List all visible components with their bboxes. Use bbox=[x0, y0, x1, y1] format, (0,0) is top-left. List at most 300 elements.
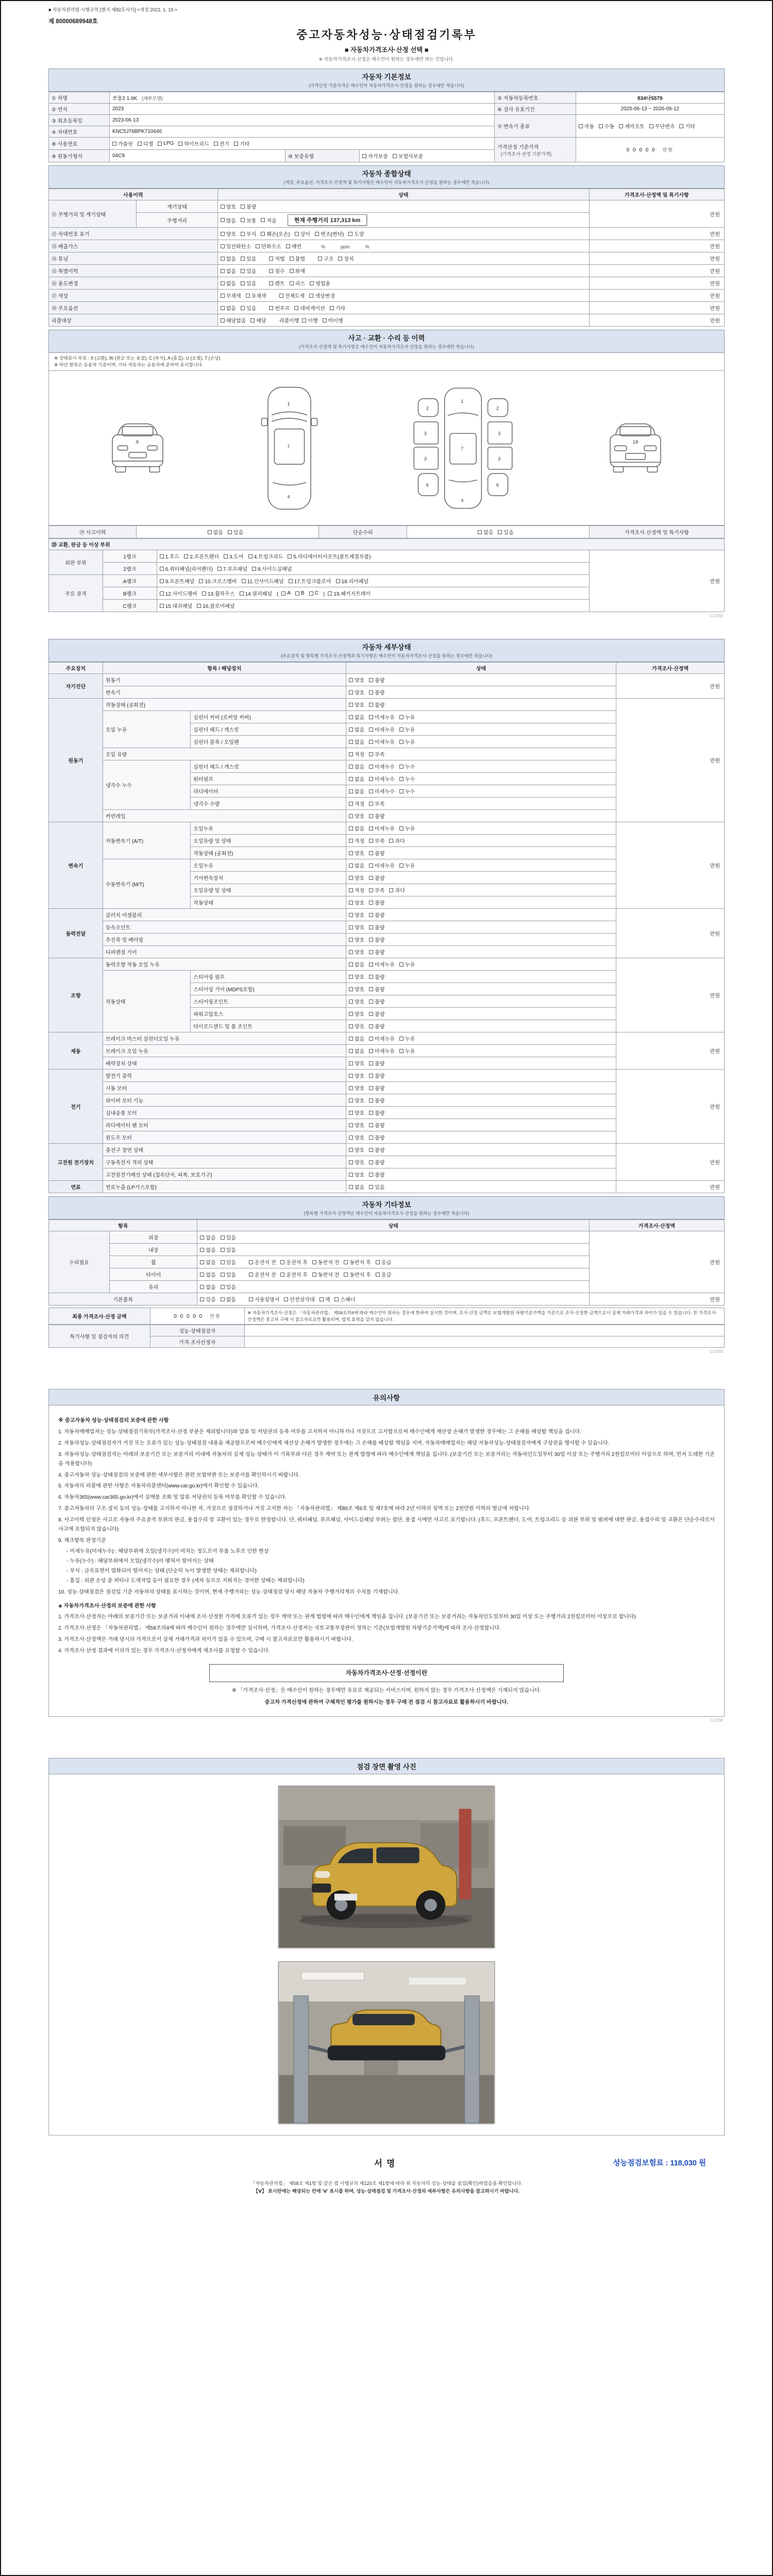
checkbox-option[interactable] bbox=[269, 279, 284, 287]
checkbox-icon[interactable] bbox=[302, 318, 306, 323]
checkbox-option[interactable] bbox=[349, 1183, 364, 1191]
checkbox-icon[interactable] bbox=[221, 1273, 225, 1277]
checkbox-icon[interactable] bbox=[349, 1074, 353, 1078]
checkbox-option[interactable] bbox=[240, 589, 273, 597]
checkbox-option[interactable] bbox=[241, 230, 256, 238]
checkbox-option[interactable] bbox=[349, 923, 364, 931]
checkbox-option[interactable] bbox=[389, 886, 405, 894]
checkbox-option[interactable] bbox=[328, 589, 371, 597]
checkbox-icon[interactable] bbox=[208, 530, 212, 534]
checkbox-option[interactable] bbox=[349, 1084, 364, 1092]
checkbox-option[interactable] bbox=[249, 1258, 276, 1266]
checkbox-option[interactable] bbox=[399, 1047, 415, 1055]
checkbox-option[interactable] bbox=[349, 861, 364, 869]
checkbox-icon[interactable] bbox=[369, 913, 373, 917]
checkbox-option[interactable] bbox=[369, 775, 395, 783]
checkbox-icon[interactable] bbox=[369, 863, 373, 868]
checkbox-option[interactable] bbox=[376, 1258, 391, 1266]
checkbox-icon[interactable] bbox=[221, 281, 225, 285]
checkbox-option[interactable] bbox=[234, 140, 249, 147]
checkbox-option[interactable] bbox=[112, 140, 133, 147]
checkbox-icon[interactable] bbox=[252, 567, 256, 571]
checkbox-icon[interactable] bbox=[369, 1086, 373, 1090]
checkbox-option[interactable] bbox=[369, 1133, 384, 1141]
checkbox-option[interactable] bbox=[349, 762, 364, 770]
checkbox-option[interactable] bbox=[349, 812, 364, 820]
checkbox-icon[interactable] bbox=[269, 269, 273, 273]
checkbox-icon[interactable] bbox=[369, 1136, 373, 1140]
checkbox-icon[interactable] bbox=[315, 232, 319, 236]
checkbox-option[interactable] bbox=[349, 1109, 364, 1116]
checkbox-option[interactable] bbox=[312, 1258, 339, 1266]
checkbox-option[interactable] bbox=[679, 122, 695, 130]
checkbox-icon[interactable] bbox=[160, 554, 164, 558]
checkbox-icon[interactable] bbox=[217, 567, 222, 571]
checkbox-icon[interactable] bbox=[498, 530, 502, 534]
checkbox-icon[interactable] bbox=[369, 839, 373, 843]
checkbox-option[interactable] bbox=[241, 267, 256, 275]
checkbox-option[interactable] bbox=[349, 911, 364, 919]
checkbox-option[interactable] bbox=[369, 762, 395, 770]
checkbox-icon[interactable] bbox=[312, 1273, 316, 1277]
checkbox-icon[interactable] bbox=[649, 124, 653, 128]
checkbox-icon[interactable] bbox=[362, 154, 366, 158]
checkbox-icon[interactable] bbox=[679, 124, 683, 128]
checkbox-option[interactable] bbox=[290, 279, 305, 287]
checkbox-icon[interactable] bbox=[160, 567, 164, 571]
checkbox-icon[interactable] bbox=[312, 1260, 316, 1264]
checkbox-icon[interactable] bbox=[399, 740, 404, 744]
checkbox-icon[interactable] bbox=[310, 281, 314, 285]
checkbox-icon[interactable] bbox=[399, 727, 404, 732]
checkbox-icon[interactable] bbox=[241, 218, 245, 222]
checkbox-icon[interactable] bbox=[224, 554, 228, 558]
checkbox-icon[interactable] bbox=[338, 257, 342, 261]
checkbox-option[interactable] bbox=[294, 304, 325, 312]
checkbox-icon[interactable] bbox=[369, 789, 373, 793]
checkbox-option[interactable] bbox=[295, 230, 310, 238]
checkbox-option[interactable] bbox=[290, 267, 305, 275]
checkbox-icon[interactable] bbox=[242, 579, 246, 583]
checkbox-icon[interactable] bbox=[349, 1024, 353, 1028]
checkbox-icon[interactable] bbox=[399, 962, 404, 967]
checkbox-icon[interactable] bbox=[369, 962, 373, 967]
checkbox-icon[interactable] bbox=[284, 1297, 288, 1301]
checkbox-option[interactable] bbox=[349, 824, 364, 832]
checkbox-icon[interactable] bbox=[241, 205, 245, 209]
checkbox-option[interactable] bbox=[369, 886, 384, 894]
checkbox-option[interactable] bbox=[158, 141, 174, 146]
checkbox-option[interactable] bbox=[224, 552, 244, 560]
checkbox-option[interactable] bbox=[249, 1270, 276, 1278]
checkbox-icon[interactable] bbox=[295, 232, 299, 236]
checkbox-option[interactable] bbox=[349, 676, 364, 684]
checkbox-option[interactable] bbox=[369, 899, 384, 906]
checkbox-icon[interactable] bbox=[160, 604, 164, 608]
checkbox-option[interactable] bbox=[349, 1035, 364, 1042]
checkbox-option[interactable] bbox=[160, 552, 180, 560]
checkbox-icon[interactable] bbox=[160, 591, 164, 596]
checkbox-option[interactable] bbox=[349, 701, 364, 708]
checkbox-icon[interactable] bbox=[200, 1235, 204, 1240]
checkbox-icon[interactable] bbox=[369, 987, 373, 991]
checkbox-icon[interactable] bbox=[334, 1297, 339, 1301]
checkbox-option[interactable] bbox=[349, 1121, 364, 1129]
checkbox-icon[interactable] bbox=[349, 727, 353, 732]
checkbox-option[interactable] bbox=[200, 1295, 215, 1303]
checkbox-icon[interactable] bbox=[349, 975, 353, 979]
checkbox-icon[interactable] bbox=[369, 715, 373, 719]
checkbox-option[interactable] bbox=[399, 738, 415, 745]
checkbox-icon[interactable] bbox=[369, 950, 373, 954]
checkbox-option[interactable] bbox=[199, 577, 237, 585]
checkbox-icon[interactable] bbox=[369, 690, 373, 694]
checkbox-icon[interactable] bbox=[349, 1086, 353, 1090]
checkbox-icon[interactable] bbox=[349, 1111, 353, 1115]
checkbox-icon[interactable] bbox=[349, 950, 353, 954]
checkbox-icon[interactable] bbox=[399, 777, 404, 781]
checkbox-icon[interactable] bbox=[280, 1260, 284, 1264]
checkbox-option[interactable] bbox=[369, 1084, 384, 1092]
checkbox-icon[interactable] bbox=[369, 1074, 373, 1078]
checkbox-option[interactable] bbox=[200, 1233, 215, 1241]
checkbox-icon[interactable] bbox=[281, 591, 285, 596]
checkbox-option[interactable] bbox=[369, 1035, 395, 1042]
checkbox-icon[interactable] bbox=[349, 1012, 353, 1016]
checkbox-icon[interactable] bbox=[349, 1061, 353, 1065]
checkbox-icon[interactable] bbox=[369, 1148, 373, 1152]
checkbox-option[interactable] bbox=[288, 552, 371, 560]
checkbox-option[interactable] bbox=[318, 255, 333, 262]
checkbox-icon[interactable] bbox=[349, 913, 353, 917]
checkbox-icon[interactable] bbox=[261, 218, 265, 222]
checkbox-option[interactable] bbox=[221, 216, 236, 224]
checkbox-icon[interactable] bbox=[290, 281, 294, 285]
checkbox-icon[interactable] bbox=[178, 142, 182, 146]
checkbox-icon[interactable] bbox=[369, 826, 373, 831]
checkbox-icon[interactable] bbox=[221, 218, 225, 222]
checkbox-option[interactable] bbox=[320, 1295, 330, 1303]
checkbox-icon[interactable] bbox=[184, 554, 188, 558]
checkbox-option[interactable] bbox=[619, 122, 645, 130]
checkbox-option[interactable] bbox=[349, 1171, 364, 1178]
checkbox-icon[interactable] bbox=[221, 257, 225, 261]
checkbox-option[interactable] bbox=[138, 140, 153, 147]
checkbox-option[interactable] bbox=[249, 1295, 279, 1303]
checkbox-icon[interactable] bbox=[349, 888, 353, 892]
checkbox-icon[interactable] bbox=[290, 257, 294, 261]
checkbox-option[interactable] bbox=[349, 1133, 364, 1141]
checkbox-option[interactable] bbox=[241, 304, 256, 312]
checkbox-option[interactable] bbox=[269, 255, 284, 262]
checkbox-icon[interactable] bbox=[279, 294, 283, 298]
checkbox-icon[interactable] bbox=[376, 1273, 380, 1277]
checkbox-icon[interactable] bbox=[289, 579, 293, 583]
checkbox-option[interactable] bbox=[498, 528, 513, 536]
checkbox-option[interactable] bbox=[312, 1270, 339, 1278]
checkbox-option[interactable] bbox=[369, 787, 395, 795]
checkbox-option[interactable] bbox=[349, 725, 364, 733]
checkbox-icon[interactable] bbox=[349, 1136, 353, 1140]
checkbox-icon[interactable] bbox=[221, 318, 225, 323]
checkbox-icon[interactable] bbox=[369, 1037, 373, 1041]
checkbox-icon[interactable] bbox=[336, 579, 340, 583]
checkbox-option[interactable] bbox=[269, 304, 290, 312]
checkbox-icon[interactable] bbox=[349, 690, 353, 694]
checkbox-icon[interactable] bbox=[349, 901, 353, 905]
checkbox-icon[interactable] bbox=[349, 1160, 353, 1164]
checkbox-icon[interactable] bbox=[369, 727, 373, 732]
checkbox-icon[interactable] bbox=[579, 124, 583, 128]
checkbox-icon[interactable] bbox=[349, 839, 353, 843]
checkbox-icon[interactable] bbox=[241, 232, 245, 236]
checkbox-icon[interactable] bbox=[349, 925, 353, 929]
checkbox-icon[interactable] bbox=[369, 1012, 373, 1016]
checkbox-option[interactable] bbox=[221, 1258, 236, 1266]
checkbox-option[interactable] bbox=[221, 279, 236, 287]
checkbox-icon[interactable] bbox=[349, 715, 353, 719]
checkbox-option[interactable] bbox=[369, 923, 384, 931]
checkbox-icon[interactable] bbox=[369, 975, 373, 979]
checkbox-icon[interactable] bbox=[369, 1173, 373, 1177]
checkbox-option[interactable] bbox=[269, 267, 284, 275]
checkbox-option[interactable] bbox=[349, 713, 364, 721]
checkbox-icon[interactable] bbox=[246, 294, 250, 298]
checkbox-option[interactable] bbox=[221, 230, 236, 238]
checkbox-icon[interactable] bbox=[160, 579, 164, 583]
checkbox-icon[interactable] bbox=[399, 1049, 404, 1053]
checkbox-option[interactable] bbox=[349, 936, 364, 943]
checkbox-option[interactable] bbox=[478, 528, 493, 536]
checkbox-option[interactable] bbox=[289, 577, 331, 585]
checkbox-option[interactable] bbox=[160, 577, 195, 585]
checkbox-option[interactable] bbox=[369, 800, 384, 807]
checkbox-option[interactable] bbox=[349, 1146, 364, 1154]
checkbox-icon[interactable] bbox=[344, 1273, 348, 1277]
checkbox-icon[interactable] bbox=[328, 591, 332, 596]
checkbox-icon[interactable] bbox=[323, 318, 327, 323]
checkbox-option[interactable] bbox=[221, 202, 236, 210]
checkbox-icon[interactable] bbox=[349, 826, 353, 831]
checkbox-option[interactable] bbox=[362, 152, 388, 160]
checkbox-icon[interactable] bbox=[221, 232, 225, 236]
checkbox-option[interactable] bbox=[349, 738, 364, 745]
checkbox-option[interactable] bbox=[261, 216, 276, 224]
checkbox-option[interactable] bbox=[369, 973, 384, 980]
checkbox-icon[interactable] bbox=[200, 1248, 204, 1252]
checkbox-option[interactable] bbox=[330, 304, 345, 312]
checkbox-option[interactable] bbox=[369, 701, 384, 708]
checkbox-icon[interactable] bbox=[349, 802, 353, 806]
checkbox-option[interactable] bbox=[369, 1121, 384, 1129]
checkbox-icon[interactable] bbox=[349, 1185, 353, 1189]
checkbox-icon[interactable] bbox=[619, 124, 623, 128]
checkbox-icon[interactable] bbox=[399, 789, 404, 793]
checkbox-option[interactable] bbox=[295, 590, 305, 596]
checkbox-option[interactable] bbox=[349, 775, 364, 783]
checkbox-icon[interactable] bbox=[349, 814, 353, 818]
checkbox-icon[interactable] bbox=[399, 826, 404, 831]
checkbox-option[interactable] bbox=[579, 122, 594, 130]
checkbox-option[interactable] bbox=[208, 528, 223, 536]
checkbox-icon[interactable] bbox=[349, 1037, 353, 1041]
checkbox-icon[interactable] bbox=[369, 1061, 373, 1065]
checkbox-icon[interactable] bbox=[309, 591, 313, 596]
checkbox-icon[interactable] bbox=[214, 142, 218, 146]
checkbox-icon[interactable] bbox=[369, 1160, 373, 1164]
checkbox-option[interactable] bbox=[389, 837, 405, 844]
checkbox-icon[interactable] bbox=[250, 318, 255, 323]
checkbox-icon[interactable] bbox=[241, 306, 245, 310]
checkbox-icon[interactable] bbox=[399, 765, 404, 769]
checkbox-option[interactable] bbox=[349, 837, 364, 844]
checkbox-icon[interactable] bbox=[369, 1024, 373, 1028]
checkbox-icon[interactable] bbox=[369, 999, 373, 1004]
checkbox-icon[interactable] bbox=[200, 1260, 204, 1264]
checkbox-option[interactable] bbox=[369, 948, 384, 956]
checkbox-option[interactable] bbox=[349, 787, 364, 795]
checkbox-option[interactable] bbox=[349, 1158, 364, 1166]
checkbox-option[interactable] bbox=[369, 1158, 384, 1166]
checkbox-icon[interactable] bbox=[369, 802, 373, 806]
checkbox-icon[interactable] bbox=[369, 1123, 373, 1127]
checkbox-option[interactable] bbox=[349, 800, 364, 807]
checkbox-option[interactable] bbox=[221, 1283, 236, 1291]
checkbox-option[interactable] bbox=[349, 1047, 364, 1055]
checkbox-icon[interactable] bbox=[478, 530, 482, 534]
checkbox-icon[interactable] bbox=[399, 715, 404, 719]
checkbox-icon[interactable] bbox=[269, 281, 273, 285]
checkbox-option[interactable] bbox=[399, 960, 415, 968]
checkbox-option[interactable] bbox=[214, 140, 229, 147]
checkbox-icon[interactable] bbox=[369, 1049, 373, 1053]
checkbox-icon[interactable] bbox=[249, 1273, 253, 1277]
checkbox-option[interactable] bbox=[221, 255, 236, 262]
checkbox-icon[interactable] bbox=[280, 1273, 284, 1277]
checkbox-icon[interactable] bbox=[241, 257, 245, 261]
checkbox-icon[interactable] bbox=[221, 205, 225, 209]
checkbox-option[interactable] bbox=[369, 1072, 384, 1079]
checkbox-option[interactable] bbox=[221, 1270, 236, 1278]
checkbox-icon[interactable] bbox=[399, 863, 404, 868]
checkbox-icon[interactable] bbox=[369, 851, 373, 855]
checkbox-option[interactable] bbox=[393, 152, 423, 160]
checkbox-icon[interactable] bbox=[369, 765, 373, 769]
checkbox-option[interactable] bbox=[221, 1233, 236, 1241]
checkbox-icon[interactable] bbox=[221, 1285, 225, 1289]
checkbox-option[interactable] bbox=[309, 292, 335, 299]
checkbox-option[interactable] bbox=[399, 713, 415, 721]
checkbox-option[interactable] bbox=[349, 1096, 364, 1104]
checkbox-icon[interactable] bbox=[295, 591, 299, 596]
checkbox-option[interactable] bbox=[369, 1059, 384, 1067]
checkbox-option[interactable] bbox=[349, 899, 364, 906]
checkbox-icon[interactable] bbox=[234, 142, 238, 146]
checkbox-icon[interactable] bbox=[344, 1260, 348, 1264]
checkbox-icon[interactable] bbox=[221, 1235, 225, 1240]
checkbox-option[interactable] bbox=[184, 552, 219, 560]
checkbox-icon[interactable] bbox=[349, 938, 353, 942]
checkbox-icon[interactable] bbox=[369, 876, 373, 880]
checkbox-option[interactable] bbox=[197, 602, 234, 609]
checkbox-icon[interactable] bbox=[393, 154, 397, 158]
checkbox-icon[interactable] bbox=[269, 306, 273, 310]
checkbox-icon[interactable] bbox=[389, 888, 393, 892]
checkbox-option[interactable] bbox=[349, 1022, 364, 1030]
checkbox-icon[interactable] bbox=[349, 1098, 353, 1103]
checkbox-option[interactable] bbox=[369, 1096, 384, 1104]
checkbox-option[interactable] bbox=[200, 1246, 215, 1253]
checkbox-option[interactable] bbox=[369, 1022, 384, 1030]
checkbox-option[interactable] bbox=[280, 1258, 307, 1266]
checkbox-option[interactable] bbox=[369, 1010, 384, 1018]
checkbox-icon[interactable] bbox=[599, 124, 603, 128]
checkbox-icon[interactable] bbox=[286, 244, 290, 248]
checkbox-option[interactable] bbox=[315, 230, 344, 238]
checkbox-option[interactable] bbox=[349, 750, 364, 758]
checkbox-option[interactable] bbox=[399, 787, 415, 795]
checkbox-icon[interactable] bbox=[349, 777, 353, 781]
checkbox-option[interactable] bbox=[349, 849, 364, 857]
checkbox-option[interactable] bbox=[399, 824, 415, 832]
checkbox-icon[interactable] bbox=[112, 142, 116, 146]
checkbox-option[interactable] bbox=[221, 304, 236, 312]
checkbox-option[interactable] bbox=[309, 590, 318, 596]
checkbox-option[interactable] bbox=[349, 1010, 364, 1018]
checkbox-icon[interactable] bbox=[389, 839, 393, 843]
checkbox-option[interactable] bbox=[349, 960, 364, 968]
checkbox-icon[interactable] bbox=[330, 306, 334, 310]
checkbox-icon[interactable] bbox=[349, 863, 353, 868]
checkbox-option[interactable] bbox=[221, 242, 251, 250]
checkbox-option[interactable] bbox=[349, 874, 364, 882]
checkbox-icon[interactable] bbox=[349, 1173, 353, 1177]
checkbox-option[interactable] bbox=[399, 861, 415, 869]
checkbox-icon[interactable] bbox=[349, 851, 353, 855]
checkbox-icon[interactable] bbox=[349, 740, 353, 744]
checkbox-option[interactable] bbox=[349, 1072, 364, 1079]
checkbox-option[interactable] bbox=[349, 985, 364, 993]
checkbox-option[interactable] bbox=[369, 812, 384, 820]
checkbox-option[interactable] bbox=[369, 849, 384, 857]
checkbox-icon[interactable] bbox=[221, 244, 225, 248]
checkbox-icon[interactable] bbox=[349, 1049, 353, 1053]
checkbox-icon[interactable] bbox=[200, 1297, 204, 1301]
checkbox-icon[interactable] bbox=[256, 244, 260, 248]
checkbox-icon[interactable] bbox=[240, 591, 244, 596]
checkbox-option[interactable] bbox=[261, 230, 290, 238]
checkbox-option[interactable] bbox=[349, 948, 364, 956]
checkbox-icon[interactable] bbox=[369, 703, 373, 707]
checkbox-icon[interactable] bbox=[269, 257, 273, 261]
checkbox-option[interactable] bbox=[369, 676, 384, 684]
checkbox-icon[interactable] bbox=[349, 789, 353, 793]
checkbox-option[interactable] bbox=[241, 279, 256, 287]
checkbox-icon[interactable] bbox=[369, 1098, 373, 1103]
checkbox-option[interactable] bbox=[349, 973, 364, 980]
checkbox-option[interactable] bbox=[160, 565, 213, 572]
checkbox-option[interactable] bbox=[202, 589, 235, 597]
checkbox-icon[interactable] bbox=[376, 1260, 380, 1264]
checkbox-option[interactable] bbox=[349, 1059, 364, 1067]
checkbox-option[interactable] bbox=[200, 1258, 215, 1266]
checkbox-option[interactable] bbox=[369, 936, 384, 943]
checkbox-option[interactable] bbox=[349, 688, 364, 696]
checkbox-option[interactable] bbox=[200, 1283, 215, 1291]
checkbox-icon[interactable] bbox=[221, 1260, 225, 1264]
checkbox-option[interactable] bbox=[241, 216, 256, 224]
checkbox-icon[interactable] bbox=[249, 1260, 253, 1264]
